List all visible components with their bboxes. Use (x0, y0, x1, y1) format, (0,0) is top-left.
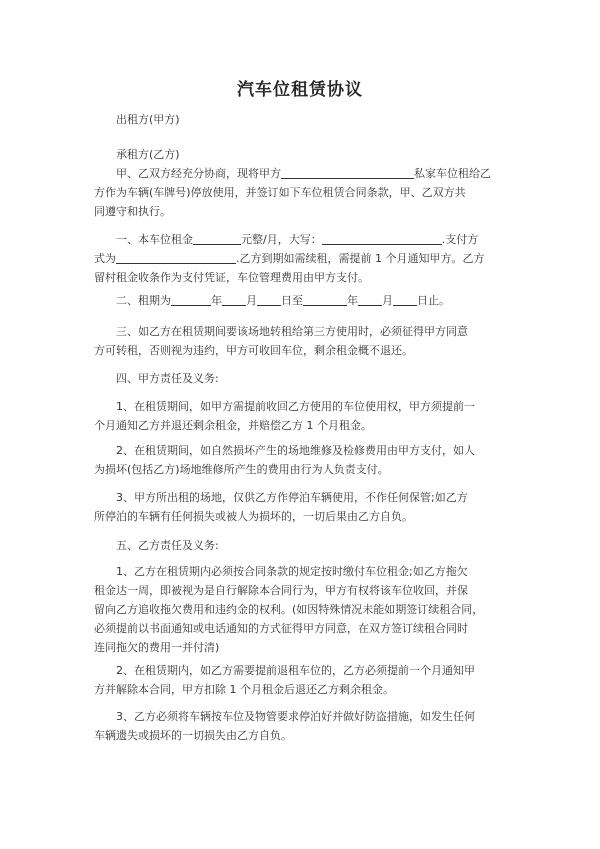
section-4-heading: 四、甲方责任及义务: (116, 372, 219, 385)
end-year-blank (303, 293, 347, 306)
intro-line-1: 甲、乙双方经充分协商，现将甲方 私家车位租给乙 (116, 167, 491, 180)
section-5-heading: 五、乙方责任及义务: (116, 539, 219, 552)
clause-3-sublease: 三、如乙方在租赁期间要该场地转租给第三方使用时，必须征得甲方同意 方可转租，否则视为违约，甲方可收回车位，剩余租金概不退还。 (94, 325, 468, 357)
lessor-label: 出租方(甲方) (116, 113, 180, 126)
end-day-blank (393, 293, 417, 306)
rent-amount-blank (193, 232, 241, 245)
start-month-blank (222, 293, 246, 306)
clause-1-line-1: 一、本车位租金 元整/月，大写： .支付方 (116, 233, 479, 246)
clause-2-term: 二、租期为 年 月 日至 年 月 日止。 (116, 294, 450, 307)
section-4-item-2: 2、在租赁期间，如自然损坏产生的场地维修及检修费用由甲方支付，如人 为损坏(包括乙方)场地维修所产生的费用由行为人负责支付。 (94, 444, 475, 476)
clause-1-line-3: 留村租金收条作为支付凭证，车位管理费用由甲方支付。 (94, 271, 369, 284)
start-day-blank (257, 293, 281, 306)
clause-1-rent (94, 230, 514, 287)
section-5-item-1: 1、乙方在租赁期内必须按合同条款的规定按时缴付车位租金;如乙方拖欠 租金达一周，即被视为是自行解除本合同行为，甲方有权将该车位收回，并保 留向乙方追收拖欠费用和违约金的权利。(如因特殊情况未能如期签订续租合同， 必须提前以书面通知或电话通知的方式征得甲方同意，在双方签订续租合同时 连同拖欠的费用一并付清) (94, 565, 484, 654)
section-5-item-2: 2、在租赁期内，如乙方需要提前退租车位的，乙方必须提前一个月通知甲 方并解除本合同，甲方扣除 1 个月租金后退还乙方剩余租金。 (94, 664, 475, 696)
lessee-label: 承租方(乙方) (116, 148, 180, 161)
start-year-blank (171, 293, 211, 306)
intro-line-3: 同遵守和执行。 (94, 205, 171, 218)
section-4-item-3: 3、甲方所出租的场地，仅供乙方作停泊车辆使用，不作任何保管;如乙方 所停泊的车辆有任何损失或被人为损坏的，一切后果由乙方自负。 (94, 491, 468, 523)
clause-1-line-2: 式为 .乙方到期如需续租，需提前 1 个月通知甲方。乙方 (94, 252, 485, 265)
section-4-item-1: 1、在租赁期间，如甲方需提前收回乙方使用的车位使用权，甲方须提前一 个月通知乙方并退还剩余租金，并赔偿乙方 1 个月租金。 (94, 400, 475, 432)
rent-uppercase-blank (322, 232, 442, 245)
end-month-blank (358, 293, 382, 306)
intro-line-2: 方作为车辆(车牌号)停放使用，并签订如下车位租赁合同条款，甲、乙双方共 (94, 186, 466, 199)
section-5-item-3: 3、乙方必须将车辆按车位及物管要求停泊好并做好防盗措施，如发生任何 车辆遗失或损坏的一切损失由乙方自负。 (94, 710, 475, 742)
intro-paragraph (94, 164, 514, 221)
lessor-blank (281, 166, 414, 179)
document-title: 汽车位租赁协议 (237, 80, 363, 100)
payment-method-blank (116, 251, 236, 264)
